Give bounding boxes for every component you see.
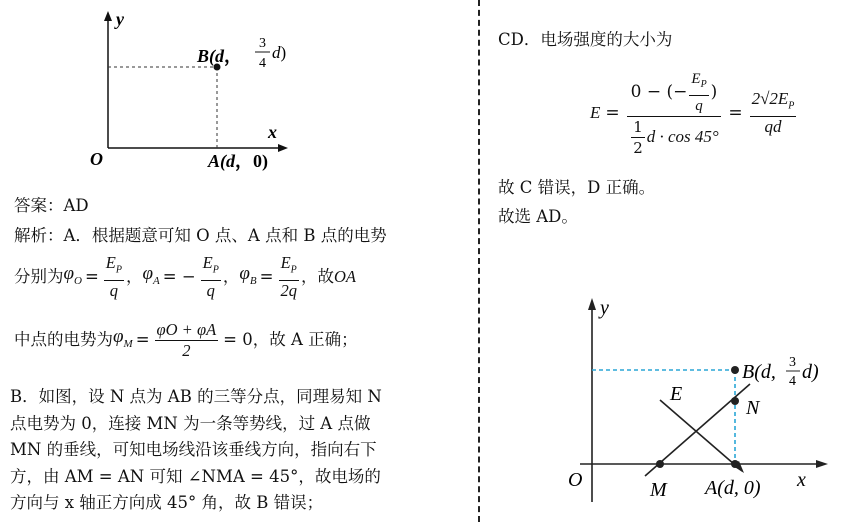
fig2-origin-label: O [568, 469, 583, 491]
cd-line: CD．电场强度的大小为 [498, 30, 673, 49]
comma-2: ， [222, 267, 240, 286]
fig1-origin-label: O [90, 149, 103, 169]
fig2-n-label: N [746, 397, 760, 419]
fig1-b-frac-den: 4 [259, 56, 266, 71]
fig2-line-e [660, 400, 742, 471]
fig2-b-label: B(d, [742, 361, 776, 383]
field-formula [590, 58, 798, 168]
phi-o: $\varphi_O$ [63, 262, 82, 287]
line3-eq0: = 0 [223, 330, 253, 349]
eq-e: = [605, 103, 620, 123]
line2-prefix: 分别为 [14, 267, 64, 286]
fig1-b-label: B(d， [197, 46, 242, 66]
answer-line [14, 196, 89, 216]
fig2-y-label: y [600, 297, 609, 319]
fig2-b-frac-num: 3 [789, 355, 796, 370]
fig1-x-label: x [268, 122, 277, 142]
eq-e2: = [728, 103, 743, 123]
line2-suffix: ，故 [300, 267, 334, 286]
analysis-line-1: 解析：A．根据题意可知 O 点、A 点和 B 点的电势 [14, 226, 387, 245]
answer-label: 答案： [14, 196, 64, 215]
frac-phi-a: $\frac{E_P}{q}$ [202, 252, 219, 301]
fig1-y-arrow [104, 11, 112, 21]
fig2-point-a [731, 460, 739, 468]
eq-3: = [135, 330, 150, 349]
comma-1: ， [126, 267, 143, 286]
rhs-fraction: $\frac{2√2E_P}{qd}$ [751, 88, 795, 137]
frac-phi-o: $\frac{E_P}{q}$ [105, 252, 122, 301]
fig2-b-tail: d) [802, 361, 819, 383]
analysis-b-block [10, 384, 382, 517]
phi-m: $\varphi_M$ [113, 325, 133, 350]
fig2-point-b [731, 366, 739, 374]
frac-phi-b: $\frac{E_P}{2q}$ [280, 252, 297, 301]
fig2-e-label: E [670, 383, 683, 405]
big-fraction: 0 − (− $\frac{E_P}{q}$ ) $\frac{1}{2}$ d · cos 45° [627, 69, 722, 158]
b-line-4: 方，由 AM = AN 可知 ∠NMA = 45°，故电场的 [10, 466, 381, 486]
fig2-x-label: x [797, 469, 806, 491]
fig2-b-frac-den: 4 [789, 374, 796, 389]
analysis-line-2 [14, 252, 356, 302]
eq-2: = [259, 267, 274, 286]
b-line-5: 方向与 x 轴正方向成 45° 角，故 B 错误； [10, 493, 324, 512]
phi-b: $\varphi_B$ [239, 262, 257, 287]
column-divider [478, 0, 480, 522]
b-line-1: B．如图，设 N 点为 AB 的三等分点，同理易知 N [10, 387, 382, 406]
e-symbol: E [590, 103, 601, 122]
c-line: 故 C 错误，D 正确。 [498, 178, 656, 197]
b-line-2: 点电势为 0，连接 MN 为一条等势线，过 A 点做 [10, 413, 371, 433]
phi-a: $\varphi_A$ [142, 262, 160, 287]
line3-prefix: 中点的电势为 [14, 330, 113, 349]
figure-1 [80, 5, 310, 175]
final-line: 故选 AD。 [498, 207, 578, 226]
eq-neg: = − [162, 267, 196, 286]
fig1-y-label: y [116, 9, 124, 29]
fig2-m-label: M [650, 479, 667, 501]
b-line-3: MN 的垂线，可知电场线沿该垂线方向，指向右下 [10, 440, 377, 459]
fig1-a-label: A(d，0) [208, 151, 268, 171]
oa-label: OA [333, 267, 356, 286]
line3-suffix: ，故 A 正确； [252, 330, 358, 349]
answer-value: AD [63, 196, 89, 215]
fig1-x-arrow [278, 144, 288, 152]
fig2-y-arrow [588, 298, 596, 310]
fig2-a-label: A(d, 0) [705, 477, 761, 499]
fig1-b-tail: d) [272, 43, 287, 62]
figure-2 [560, 290, 850, 512]
eq-1: = [84, 267, 99, 286]
fig2-point-n [731, 397, 739, 405]
fig2-x-arrow [816, 460, 828, 468]
analysis-line-3 [14, 315, 358, 365]
fig2-point-m [656, 460, 664, 468]
frac-phi-m: $\frac{\varphi O + \varphi A}{2}$ [156, 319, 217, 360]
fig1-b-frac-num: 3 [259, 36, 266, 51]
